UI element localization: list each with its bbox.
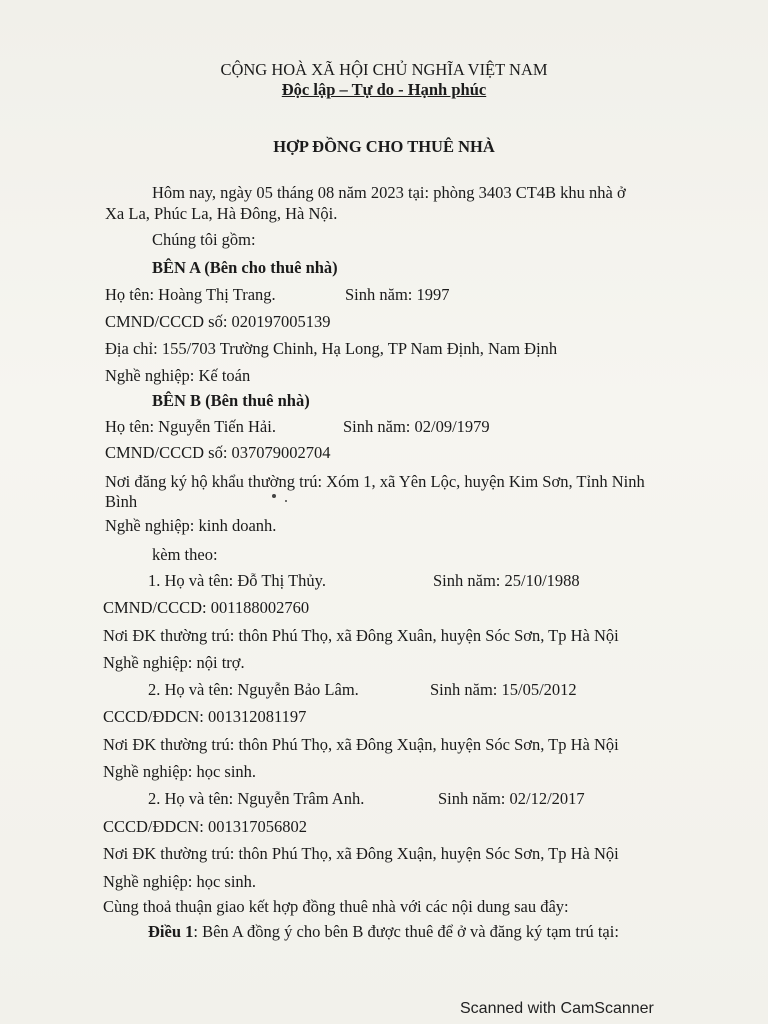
member-job: Nghề nghiệp: học sinh. <box>103 762 257 781</box>
party-a-name: Họ tên: Hoàng Thị Trang. <box>105 285 276 304</box>
party-a-heading: BÊN A (Bên cho thuê nhà) <box>152 258 338 277</box>
intro-line-1: Hôm nay, ngày 05 tháng 08 năm 2023 tại: phòng 3403 CT4B khu nhà ở <box>152 183 626 202</box>
party-b-name: Họ tên: Nguyễn Tiến Hải. <box>105 417 276 436</box>
member-id: CMND/CCCD: 001188002760 <box>103 598 310 617</box>
accompany-label: kèm theo: <box>152 545 218 564</box>
article-1 <box>148 922 619 942</box>
party-a-address: Địa chỉ: 155/703 Trường Chinh, Hạ Long, TP Nam Định, Nam Định <box>105 339 558 358</box>
national-motto: Độc lập – Tự do - Hạnh phúc <box>281 80 487 99</box>
party-a-birth: Sinh năm: 1997 <box>345 285 450 304</box>
member-job: Nghề nghiệp: nội trợ. <box>103 653 245 672</box>
member-residence: Nơi ĐK thường trú: thôn Phú Thọ, xã Đông Xuân, huyện Sóc Sơn, Tp Hà Nội <box>103 626 619 645</box>
member-id: CCCD/ĐDCN: 001317056802 <box>103 817 307 836</box>
member-name: 2. Họ và tên: Nguyễn Trâm Anh. <box>148 789 365 808</box>
party-b-id: CMND/CCCD số: 037079002704 <box>105 443 331 462</box>
member-id: CCCD/ĐDCN: 001312081197 <box>103 707 307 726</box>
scanner-watermark: Scanned with CamScanner <box>460 1000 654 1017</box>
national-header: CỘNG HOÀ XÃ HỘI CHỦ NGHĨA VIỆT NAM <box>220 60 548 79</box>
article-1-text: : Bên A đồng ý cho bên B được thuê để ở và đăng ký tạm trú tại: <box>193 922 619 941</box>
intro-line-3: Chúng tôi gồm: <box>152 230 256 249</box>
member-name: 1. Họ và tên: Đỗ Thị Thủy. <box>148 571 326 590</box>
member-birth: Sinh năm: 25/10/1988 <box>433 571 580 590</box>
party-b-birth: Sinh năm: 02/09/1979 <box>343 417 490 436</box>
party-b-job: Nghề nghiệp: kinh doanh. <box>105 516 277 535</box>
scan-speck <box>285 500 287 502</box>
intro-line-2: Xa La, Phúc La, Hà Đông, Hà Nội. <box>105 204 338 223</box>
article-1-label: Điều 1 <box>148 922 194 941</box>
member-residence: Nơi ĐK thường trú: thôn Phú Thọ, xã Đông Xuận, huyện Sóc Sơn, Tp Hà Nội <box>103 735 619 754</box>
party-a-id: CMND/CCCD số: 020197005139 <box>105 312 331 331</box>
party-b-residence-line-1: Nơi đăng ký hộ khẩu thường trú: Xóm 1, xã Yên Lộc, huyện Kim Sơn, Tỉnh Ninh <box>105 472 645 491</box>
agreement-text: Cùng thoả thuận giao kết hợp đồng thuê nhà với các nội dung sau đây: <box>103 897 569 916</box>
member-job: Nghề nghiệp: học sinh. <box>103 872 257 891</box>
member-name: 2. Họ và tên: Nguyễn Bảo Lâm. <box>148 680 359 699</box>
party-a-job: Nghề nghiệp: Kế toán <box>105 366 251 385</box>
scan-speck <box>272 494 276 498</box>
party-b-residence-line-2: Bình <box>105 492 138 511</box>
party-b-heading: BÊN B (Bên thuê nhà) <box>152 391 310 410</box>
member-birth: Sinh năm: 15/05/2012 <box>430 680 577 699</box>
document-title: HỢP ĐỒNG CHO THUÊ NHÀ <box>273 137 495 156</box>
member-residence: Nơi ĐK thường trú: thôn Phú Thọ, xã Đông Xuận, huyện Sóc Sơn, Tp Hà Nội <box>103 844 619 863</box>
member-birth: Sinh năm: 02/12/2017 <box>438 789 585 808</box>
